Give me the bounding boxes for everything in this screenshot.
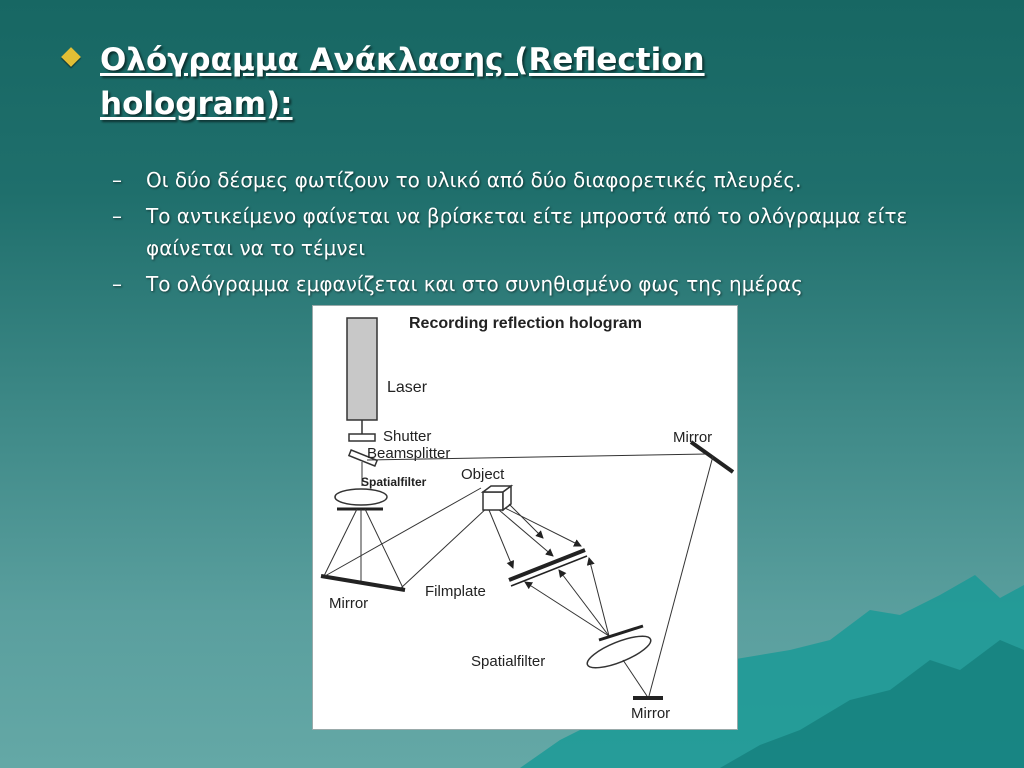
filmplate-shape-edge bbox=[511, 556, 587, 586]
bullet-dash: – bbox=[112, 168, 122, 192]
diagram-title: Recording reflection hologram bbox=[409, 315, 642, 332]
laser-label: Laser bbox=[387, 379, 428, 396]
bullet-dash: – bbox=[112, 204, 122, 228]
object-beam-2 bbox=[499, 510, 553, 556]
spatialfilter-top-label: Spatialfilter bbox=[361, 475, 427, 489]
beam-mirror-top-to-bottom bbox=[649, 456, 713, 696]
mirror-bottom-label: Mirror bbox=[631, 705, 671, 722]
laser-tube bbox=[347, 318, 377, 420]
bullet-text: Το αντικείμενο φαίνεται να βρίσκεται είτε μπροστά από το ολόγραμμα είτε φαίνεται να το τέμνει bbox=[146, 204, 908, 260]
object-beam-3 bbox=[505, 508, 581, 546]
shutter-label: Shutter bbox=[383, 428, 432, 445]
filmplate-label: Filmplate bbox=[425, 583, 486, 600]
filmplate-shape bbox=[509, 550, 585, 580]
bullet-text: Οι δύο δέσμες φωτίζουν το υλικό από δύο διαφορετικές πλευρές. bbox=[146, 168, 802, 192]
spatialfilter-bottom-lens bbox=[584, 630, 655, 674]
object-label: Object bbox=[461, 466, 505, 483]
bullet-item-3 bbox=[112, 268, 932, 300]
slide-title: Ολόγραμμα Ανάκλασης (Reflection hologram): bbox=[100, 42, 705, 122]
beam-mirror-left-to-object-2 bbox=[401, 506, 489, 588]
mirror-top-shape bbox=[691, 442, 733, 472]
beam-filter-to-plate-1 bbox=[525, 582, 609, 636]
mirror-left-label: Mirror bbox=[329, 595, 369, 612]
cone-right bbox=[365, 509, 403, 588]
mirror-left-shape bbox=[321, 576, 405, 590]
bullet-item-2 bbox=[112, 200, 932, 264]
bullet-item-1 bbox=[112, 164, 932, 196]
diagram-svg bbox=[313, 306, 737, 729]
spatialfilter-top-lens bbox=[335, 489, 387, 505]
beam-filter-to-plate-3 bbox=[559, 570, 609, 636]
spatialfilter-bottom-label: Spatialfilter bbox=[471, 653, 546, 670]
hologram-diagram bbox=[312, 305, 738, 730]
bullet-text: Το ολόγραμμα εμφανίζεται και στο συνηθισμένο φως της ημέρας bbox=[146, 272, 803, 296]
beam-filter-to-mirror-bottom bbox=[623, 660, 647, 696]
shutter-shape bbox=[349, 434, 375, 441]
beamsplitter-label: Beamsplitter bbox=[367, 445, 451, 462]
beam-filter-to-plate-2 bbox=[589, 558, 609, 636]
bullet-dash: – bbox=[112, 272, 122, 296]
mirror-top-label: Mirror bbox=[673, 429, 713, 446]
object-cube-front bbox=[483, 492, 503, 510]
